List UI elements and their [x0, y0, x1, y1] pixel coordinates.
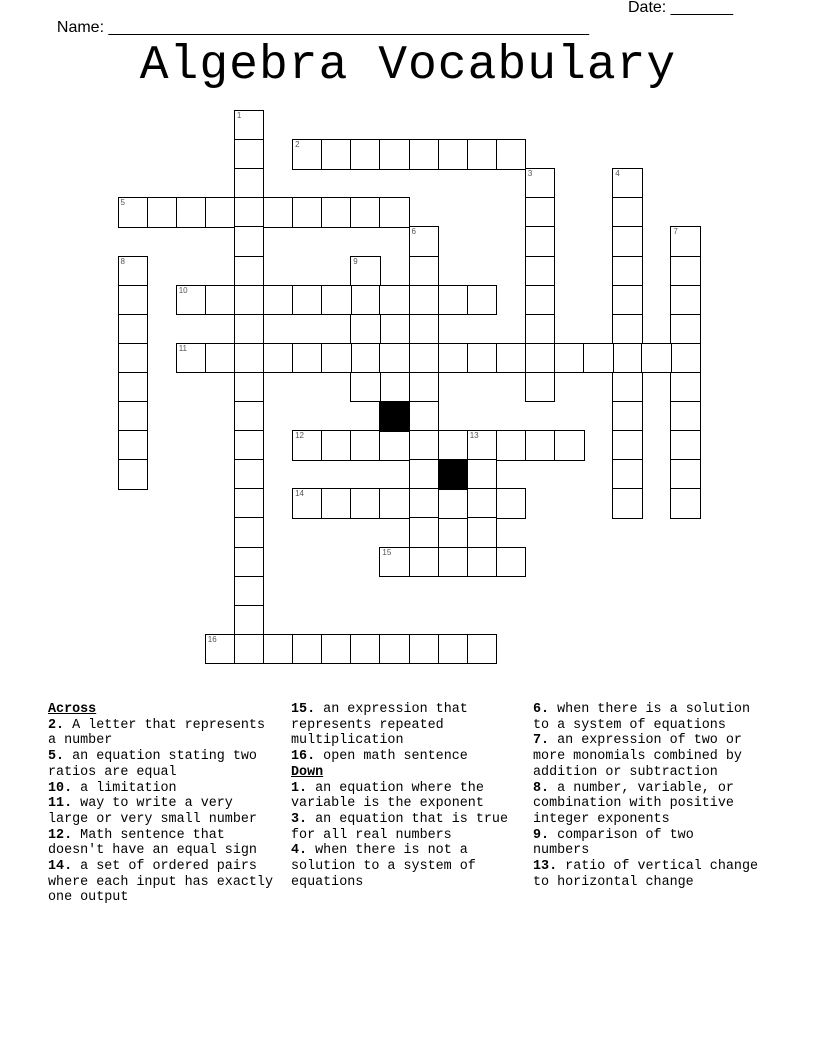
clue-text: a limitation	[80, 780, 177, 796]
clue-text: an expression of two or more monomials combined by addition or subtraction	[533, 733, 742, 780]
crossword-cell[interactable]	[234, 576, 265, 607]
crossword-cell[interactable]	[409, 372, 440, 403]
crossword-cell[interactable]	[409, 517, 440, 548]
clue-text: Math sentence that doesn't have an equal sign	[48, 827, 257, 859]
crossword-cell[interactable]	[292, 139, 323, 170]
crossword-cell[interactable]	[438, 488, 469, 519]
crossword-cell[interactable]	[379, 343, 410, 374]
clue-number-label: 12	[295, 431, 304, 441]
crossword-cell[interactable]	[525, 372, 556, 403]
crossword-cell[interactable]	[321, 197, 352, 228]
crossword-cell[interactable]	[234, 168, 265, 199]
crossword-cell[interactable]	[234, 517, 265, 548]
clue-down-9	[533, 828, 758, 859]
clue-across-10	[48, 781, 273, 797]
clue-text: an equation stating two ratios are equal	[48, 749, 257, 780]
crossword-cell[interactable]	[409, 634, 440, 665]
crossword-cell[interactable]	[467, 459, 498, 490]
clue-number-label: 15	[382, 547, 392, 557]
crossword-cell[interactable]	[379, 634, 410, 665]
crossword-cell[interactable]	[205, 634, 236, 665]
crossword-cell[interactable]	[379, 488, 410, 519]
crossword-cell[interactable]	[525, 430, 556, 461]
black-cell	[438, 459, 469, 490]
crossword-cell[interactable]	[350, 285, 381, 316]
crossword-cell[interactable]	[234, 488, 265, 519]
crossword-cell[interactable]	[409, 226, 440, 257]
clue-across-11	[48, 796, 273, 827]
crossword-cell[interactable]	[292, 488, 323, 519]
clue-down-8	[533, 781, 758, 828]
crossword-cell[interactable]	[292, 343, 323, 374]
clue-down-13	[533, 859, 758, 890]
crossword-cell[interactable]	[467, 285, 498, 316]
clue-number-label: 14	[295, 489, 304, 499]
clue-number-label: 16	[207, 634, 217, 644]
clue-text: when there is not a solution to a system of equations	[291, 843, 476, 890]
crossword-cell[interactable]	[350, 488, 381, 519]
crossword-cell[interactable]	[612, 168, 643, 199]
crossword-cell[interactable]	[467, 634, 498, 665]
crossword-cell[interactable]	[350, 314, 381, 345]
crossword-cell[interactable]	[292, 197, 323, 228]
clue-down-1	[291, 781, 516, 812]
crossword-cell[interactable]	[496, 430, 527, 461]
clues-column-3	[533, 702, 758, 890]
crossword-cell[interactable]	[234, 372, 265, 403]
crossword-cell[interactable]	[234, 314, 265, 345]
clue-across-15	[291, 702, 516, 749]
crossword-cell[interactable]	[409, 430, 440, 461]
crossword-cell[interactable]	[670, 372, 701, 403]
crossword-cell[interactable]	[612, 372, 643, 403]
clue-number: 2.	[48, 717, 65, 733]
crossword-cell[interactable]	[321, 343, 352, 374]
clue-text: a number, variable, or combination with positive integer exponents	[533, 780, 734, 827]
crossword-cell[interactable]	[409, 547, 440, 578]
crossword-cell[interactable]	[467, 139, 498, 170]
crossword-cell[interactable]	[467, 488, 498, 519]
crossword-cell[interactable]	[263, 343, 294, 374]
crossword-cell[interactable]	[409, 314, 440, 345]
crossword-cell[interactable]	[321, 488, 352, 519]
clue-number-label: 4	[615, 169, 620, 179]
crossword-cell[interactable]	[118, 256, 149, 287]
crossword-cell[interactable]	[350, 634, 381, 665]
clue-number-label: 1	[236, 111, 242, 120]
crossword-cell[interactable]	[496, 343, 527, 374]
crossword-cell[interactable]	[234, 343, 265, 374]
date-field-label: Date: _______	[628, 0, 733, 16]
clue-number: 14.	[48, 859, 73, 875]
crossword-cell[interactable]	[321, 139, 352, 170]
crossword-cell[interactable]	[379, 197, 410, 228]
clue-number: 16.	[291, 749, 316, 765]
crossword-cell[interactable]	[292, 430, 323, 461]
clue-across-16	[291, 749, 516, 765]
crossword-cell[interactable]	[350, 372, 381, 403]
crossword-cell[interactable]	[205, 285, 236, 316]
crossword-cell[interactable]	[670, 256, 701, 287]
crossword-cell[interactable]	[321, 634, 352, 665]
crossword-cell[interactable]	[438, 139, 469, 170]
crossword-cell[interactable]	[118, 401, 149, 432]
crossword-cell[interactable]	[438, 547, 469, 578]
crossword-cell[interactable]	[525, 285, 556, 316]
crossword-cell[interactable]	[612, 256, 643, 287]
crossword-cell[interactable]	[234, 110, 265, 141]
clue-number: 15.	[291, 702, 316, 717]
crossword-cell[interactable]	[612, 343, 643, 374]
crossword-cell[interactable]	[670, 285, 701, 316]
crossword-cell[interactable]	[379, 139, 410, 170]
crossword-cell[interactable]	[438, 343, 469, 374]
crossword-cell[interactable]	[234, 459, 265, 490]
crossword-cell[interactable]	[379, 285, 410, 316]
crossword-cell[interactable]	[409, 256, 440, 287]
crossword-cell[interactable]	[350, 139, 381, 170]
crossword-cell[interactable]	[147, 197, 178, 228]
clue-number: 4.	[291, 843, 308, 859]
crossword-cell[interactable]	[205, 343, 236, 374]
crossword-cell[interactable]	[350, 197, 381, 228]
crossword-cell[interactable]	[176, 197, 207, 228]
crossword-cell[interactable]	[554, 343, 585, 374]
crossword-cell[interactable]	[234, 634, 265, 665]
crossword-cell[interactable]	[525, 256, 556, 287]
crossword-cell[interactable]	[467, 547, 498, 578]
crossword-cell[interactable]	[379, 547, 410, 578]
clue-across-14	[48, 859, 273, 906]
crossword-cell[interactable]	[612, 430, 643, 461]
crossword-cell[interactable]	[670, 430, 701, 461]
crossword-cell[interactable]	[438, 285, 469, 316]
crossword-cell[interactable]	[525, 168, 556, 199]
clue-number-label: 2	[295, 140, 300, 150]
crossword-cell[interactable]	[263, 285, 294, 316]
crossword-cell[interactable]	[118, 285, 149, 316]
clue-number: 6.	[533, 702, 550, 717]
crossword-cell[interactable]	[350, 430, 381, 461]
clues-column-2	[291, 702, 516, 890]
clue-text: an equation where the variable is the exponent	[291, 780, 484, 812]
page-title: Algebra Vocabulary	[139, 39, 677, 93]
crossword-cell[interactable]	[670, 343, 701, 374]
crossword-cell[interactable]	[234, 605, 265, 636]
crossword-cell[interactable]	[525, 197, 556, 228]
clue-number: 3.	[291, 811, 308, 827]
clue-number-label: 10	[178, 285, 188, 295]
name-field-label: Name: ______________________________________________________	[56, 19, 589, 36]
crossword-cell[interactable]	[670, 459, 701, 490]
crossword-cell[interactable]	[670, 314, 701, 345]
crossword-cell[interactable]	[409, 401, 440, 432]
clue-number-label: 3	[527, 169, 533, 179]
crossword-cell[interactable]	[525, 343, 556, 374]
clue-number-label: 6	[411, 227, 416, 237]
crossword-cell[interactable]	[263, 197, 294, 228]
crossword-cell[interactable]	[612, 226, 643, 257]
crossword-cell[interactable]	[612, 285, 643, 316]
crossword-cell[interactable]	[612, 314, 643, 345]
clue-number: 8.	[533, 780, 550, 796]
crossword-cell[interactable]	[379, 430, 410, 461]
crossword-cell[interactable]	[409, 139, 440, 170]
crossword-cell[interactable]	[525, 314, 556, 345]
clue-number: 10.	[48, 780, 73, 796]
down-heading: Down	[291, 764, 324, 780]
clue-number-label: 9	[353, 256, 358, 266]
clue-across-5	[48, 749, 273, 780]
crossword-cell[interactable]	[409, 488, 440, 519]
clue-down-3	[291, 812, 516, 843]
crossword-cell[interactable]	[612, 401, 643, 432]
crossword-cell[interactable]	[118, 372, 149, 403]
clue-across-2	[48, 718, 273, 749]
crossword-cell[interactable]	[670, 488, 701, 519]
crossword-cell[interactable]	[438, 430, 469, 461]
crossword-cell[interactable]	[118, 343, 149, 374]
clue-number: 1.	[291, 780, 308, 796]
clue-number: 7.	[533, 733, 550, 749]
clue-text: an equation that is true for all real numbers	[291, 811, 508, 843]
crossword-cell[interactable]	[234, 226, 265, 257]
crossword-cell[interactable]	[554, 430, 585, 461]
clue-number-label: 7	[673, 227, 678, 237]
crossword-cell[interactable]	[234, 430, 265, 461]
clue-text: ratio of vertical change to horizontal change	[533, 859, 759, 890]
crossword-cell[interactable]	[496, 547, 527, 578]
crossword-cell[interactable]	[496, 488, 527, 519]
crossword-cell[interactable]	[350, 343, 381, 374]
clue-number-label: 11	[178, 343, 187, 353]
crossword-cell[interactable]	[438, 634, 469, 665]
clue-text: comparison of two numbers	[533, 827, 694, 859]
crossword-cell[interactable]	[525, 226, 556, 257]
clues-column-1	[48, 702, 273, 906]
crossword-cell[interactable]	[612, 488, 643, 519]
crossword-cell[interactable]	[612, 197, 643, 228]
clue-text: when there is a solution to a system of equations	[533, 702, 750, 733]
crossword-cell[interactable]	[176, 285, 207, 316]
clue-text: open math sentence	[323, 749, 468, 765]
crossword-cell[interactable]	[234, 547, 265, 578]
clue-number: 13.	[533, 859, 558, 875]
crossword-cell[interactable]	[234, 139, 265, 170]
crossword-cell[interactable]	[409, 285, 440, 316]
clue-down-6	[533, 702, 758, 733]
clue-text: a set of ordered pairs where each input has exactly one output	[48, 859, 273, 906]
crossword-cell[interactable]	[409, 459, 440, 490]
crossword-cell[interactable]	[467, 430, 498, 461]
crossword-cell[interactable]	[496, 139, 527, 170]
crossword-cell[interactable]	[612, 459, 643, 490]
crossword-cell[interactable]	[118, 430, 149, 461]
crossword-cell[interactable]	[176, 343, 207, 374]
clue-number: 9.	[533, 827, 550, 843]
crossword-cell[interactable]	[321, 430, 352, 461]
clue-text: A letter that represents a number	[48, 717, 265, 749]
clue-across-12	[48, 828, 273, 859]
clue-number: 5.	[48, 749, 65, 765]
clue-number-label: 8	[120, 256, 125, 266]
crossword-cell[interactable]	[670, 401, 701, 432]
crossword-cell[interactable]	[292, 634, 323, 665]
clue-down-4	[291, 843, 516, 890]
crossword-cell[interactable]	[467, 517, 498, 548]
crossword-cell[interactable]	[234, 256, 265, 287]
black-cell	[379, 401, 410, 432]
crossword-cell[interactable]	[641, 343, 672, 374]
clue-number: 12.	[48, 827, 73, 843]
crossword-cell[interactable]	[234, 401, 265, 432]
across-heading: Across	[48, 702, 97, 717]
crossword-cell[interactable]	[263, 634, 294, 665]
clue-number-label: 5	[120, 198, 125, 208]
crossword-cell[interactable]	[234, 197, 265, 228]
crossword-cell[interactable]	[118, 459, 149, 490]
crossword-cell[interactable]	[205, 197, 236, 228]
crossword-cell[interactable]	[321, 285, 352, 316]
crossword-cell[interactable]	[583, 343, 614, 374]
crossword-cell[interactable]	[409, 343, 440, 374]
clue-text: an expression that represents repeated multiplication	[291, 702, 468, 749]
crossword-cell[interactable]	[234, 285, 265, 316]
clue-down-7	[533, 733, 758, 780]
crossword-cell[interactable]	[292, 285, 323, 316]
clue-number-label: 13	[469, 431, 479, 441]
clue-number: 11.	[48, 796, 73, 812]
crossword-cell[interactable]	[118, 314, 149, 345]
clue-text: way to write a very large or very small number	[48, 796, 257, 827]
crossword-cell[interactable]	[350, 256, 381, 287]
crossword-cell[interactable]	[467, 343, 498, 374]
crossword-cell[interactable]	[118, 197, 149, 228]
crossword-cell[interactable]	[670, 226, 701, 257]
